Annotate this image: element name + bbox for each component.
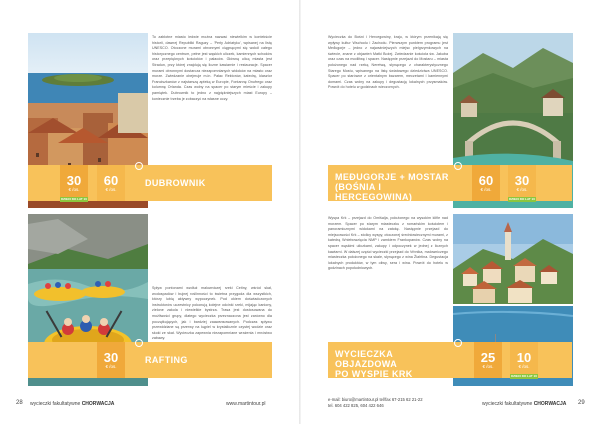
right-footer-contact bbox=[328, 397, 423, 409]
krk-price-child bbox=[510, 342, 538, 378]
krk-title bbox=[335, 349, 455, 379]
rafting-price bbox=[97, 342, 125, 378]
dubrovnik-child-tag: DZIECI DO LAT 10 bbox=[61, 197, 87, 201]
price-value: 60 bbox=[478, 172, 494, 188]
price-unit: € /os. bbox=[516, 186, 528, 192]
rafting-badge-icon bbox=[135, 339, 143, 347]
mostar-title bbox=[335, 172, 455, 202]
price-value: 25 bbox=[480, 349, 496, 365]
footer-label: wycieczki fakultatywne bbox=[30, 401, 81, 407]
price-unit: € /os. bbox=[68, 186, 80, 192]
rafting-title: RAFTING bbox=[145, 355, 188, 365]
mostar-price-adult bbox=[472, 165, 500, 201]
footer-country: CHORWACJA bbox=[533, 401, 567, 407]
mostar-title-main: MEĐUGORJE + MOSTAR bbox=[335, 172, 449, 182]
page-fold bbox=[299, 0, 301, 424]
krk-description: Wyspa Krk – przejazd do Omišalja, położonego na wysokim klifie nad morzem. Spacer po starym miasteczku z romańskim kościołem i panoramicznymi widokami na zatokę. Następnie przejazd do miejscowości Krk – stolicy wyspy, otoczonej średniowiecznymi murami, z katedrą Wniebowzięcia NMP i zamkiem Frankopanów. Czas wolny na spacer wąskimi uliczkami, zakupy i odpoczynek w jednej z licznych kawiarni. W dalszej części wycieczki przejazd do Vrbnika, malowniczego miasteczka położonego na skale, słynącego z wina Žlahtina. Degustacja lokalnych produktów, w tym oliwy, sera i wina. Powrót do hotelu w godzinach popołudniowych. bbox=[328, 216, 448, 271]
left-page-number: 28 bbox=[16, 400, 23, 406]
dubrovnik-description: To zabłotne miasto ledwie można nazwać niewielkim w kontekście historii, dawnej Republiki Raguzy – 'Perły Adriatyku', wpisanej na listę UNESCO. Otoczone murami obronnymi ciągnącymi się wokół całego historycznego centrum, pełne jest wąskich uliczek, kamiennych schodów oraz przepięknych kościołów i pałaców. Główną ulicą miasta jest Stradun, przy której znajdują się liczne kawiarnie i restauracje. Spacer murami obronnymi dostarcza niezapomnianych widoków na miasto oraz morze. Zwiedzanie obejmuje m.in. Pałac Rektorów, katedrę, klasztor Franciszkanów z najstarszą apteką w Europie, Fontannę Onufrego oraz kolumnę Orlanda. Czas wolny na spacer po starym mieście i zakupy pamiątek. Dubrownik to jedno z najpiękniejszych miast Europy – koniecznie trzeba je zobaczyć na własne oczy. bbox=[152, 35, 272, 101]
price-unit: € /os. bbox=[518, 363, 530, 369]
dubrovnik-price-adult bbox=[60, 165, 88, 201]
krk-badge-icon bbox=[454, 339, 462, 347]
right-footer-label bbox=[482, 401, 566, 407]
footer-country: CHORWACJA bbox=[81, 401, 115, 407]
price-unit: € /os. bbox=[482, 363, 494, 369]
price-value: 30 bbox=[103, 349, 119, 365]
dubrovnik-title: DUBROWNIK bbox=[145, 178, 206, 188]
mostar-badge-icon bbox=[454, 162, 462, 170]
contact-line-phone: tel. 604 422 825, 604 422 646 bbox=[328, 403, 384, 408]
mostar-description: Wycieczka do Bośni i Hercegowiny, kraju, w którym przenikają się wpływy kultur Wschodu i Zachodu. Pierwszym punktem programu jest Međugorje – jedno z najważniejszych miejsc pielgrzymkowych na świecie, znane z objawień Matki Bożej. Zwiedzanie kościoła św. Jakuba oraz czas na modlitwę i spacer. Następnie przejazd do Mostaru – miasta położonego nad rzeką Neretwą, słynącego z charakterystycznego Starego Mostu, wpisanego na listę światowego dziedzictwa UNESCO. Spacer po starówce z orientalnym bazarem, meczetami i kamiennymi domami. Czas wolny na zakupy i degustację lokalnych przysmaków. Powrót do hotelu w godzinach wieczornych. bbox=[328, 35, 448, 90]
price-value: 30 bbox=[66, 172, 82, 188]
rafting-description: Spływ pontonami wzdłuż malowniczej rzeki Cetiny, wśród skał, wodospadów i bujnej roślinności to świetna przygoda dla wszystkich, którzy lubią aktywny wypoczynek. Pod okiem doświadczonych instruktorów uczestnicy pokonują kolejne odcinki rzeki, mijając kaniony, zielone zakola i niewielkie bystrza. Trasa jest dostosowana do możliwości grupy, dlatego wycieczka przeznaczona jest zarówno dla początkujących, jak i bardziej zaawansowanych. Podczas spływu przewidziane są przerwy na kąpiel w krystalicznie czystej wodzie oraz skoki ze skał. Wycieczka zapewnia niezapomniane wrażenia i mnóstwo zabawy. bbox=[152, 286, 272, 341]
price-unit: € /os. bbox=[105, 186, 117, 192]
contact-line-email[interactable]: e-mail: biuro@martintour.pl tel/fax 67-215 62 21-22 bbox=[328, 397, 423, 402]
left-footer-url[interactable]: www.martintour.pl bbox=[226, 401, 266, 407]
krk-price-adult bbox=[474, 342, 502, 378]
krk-child-tag: DZIECI DO LAT 10 bbox=[511, 374, 537, 378]
right-page-number: 29 bbox=[578, 400, 585, 406]
dubrovnik-price-child bbox=[97, 165, 125, 201]
price-value: 30 bbox=[514, 172, 530, 188]
dubrovnik-badge-icon bbox=[135, 162, 143, 170]
krk-title-sub: PO WYSPIE KRK bbox=[335, 369, 413, 379]
price-value: 10 bbox=[516, 349, 532, 365]
price-unit: € /os. bbox=[480, 186, 492, 192]
left-footer-label bbox=[30, 401, 114, 407]
mostar-title-sub: (BOŚNIA I HERCEGOWINA) bbox=[335, 182, 413, 202]
mostar-child-tag: DZIECI DO LAT 10 bbox=[509, 197, 535, 201]
mostar-price-child bbox=[508, 165, 536, 201]
footer-label: wycieczki fakultatywne bbox=[482, 401, 533, 407]
price-value: 60 bbox=[103, 172, 119, 188]
krk-title-main: WYCIECZKA OBJAZDOWA bbox=[335, 349, 398, 369]
price-unit: € /os. bbox=[105, 363, 117, 369]
